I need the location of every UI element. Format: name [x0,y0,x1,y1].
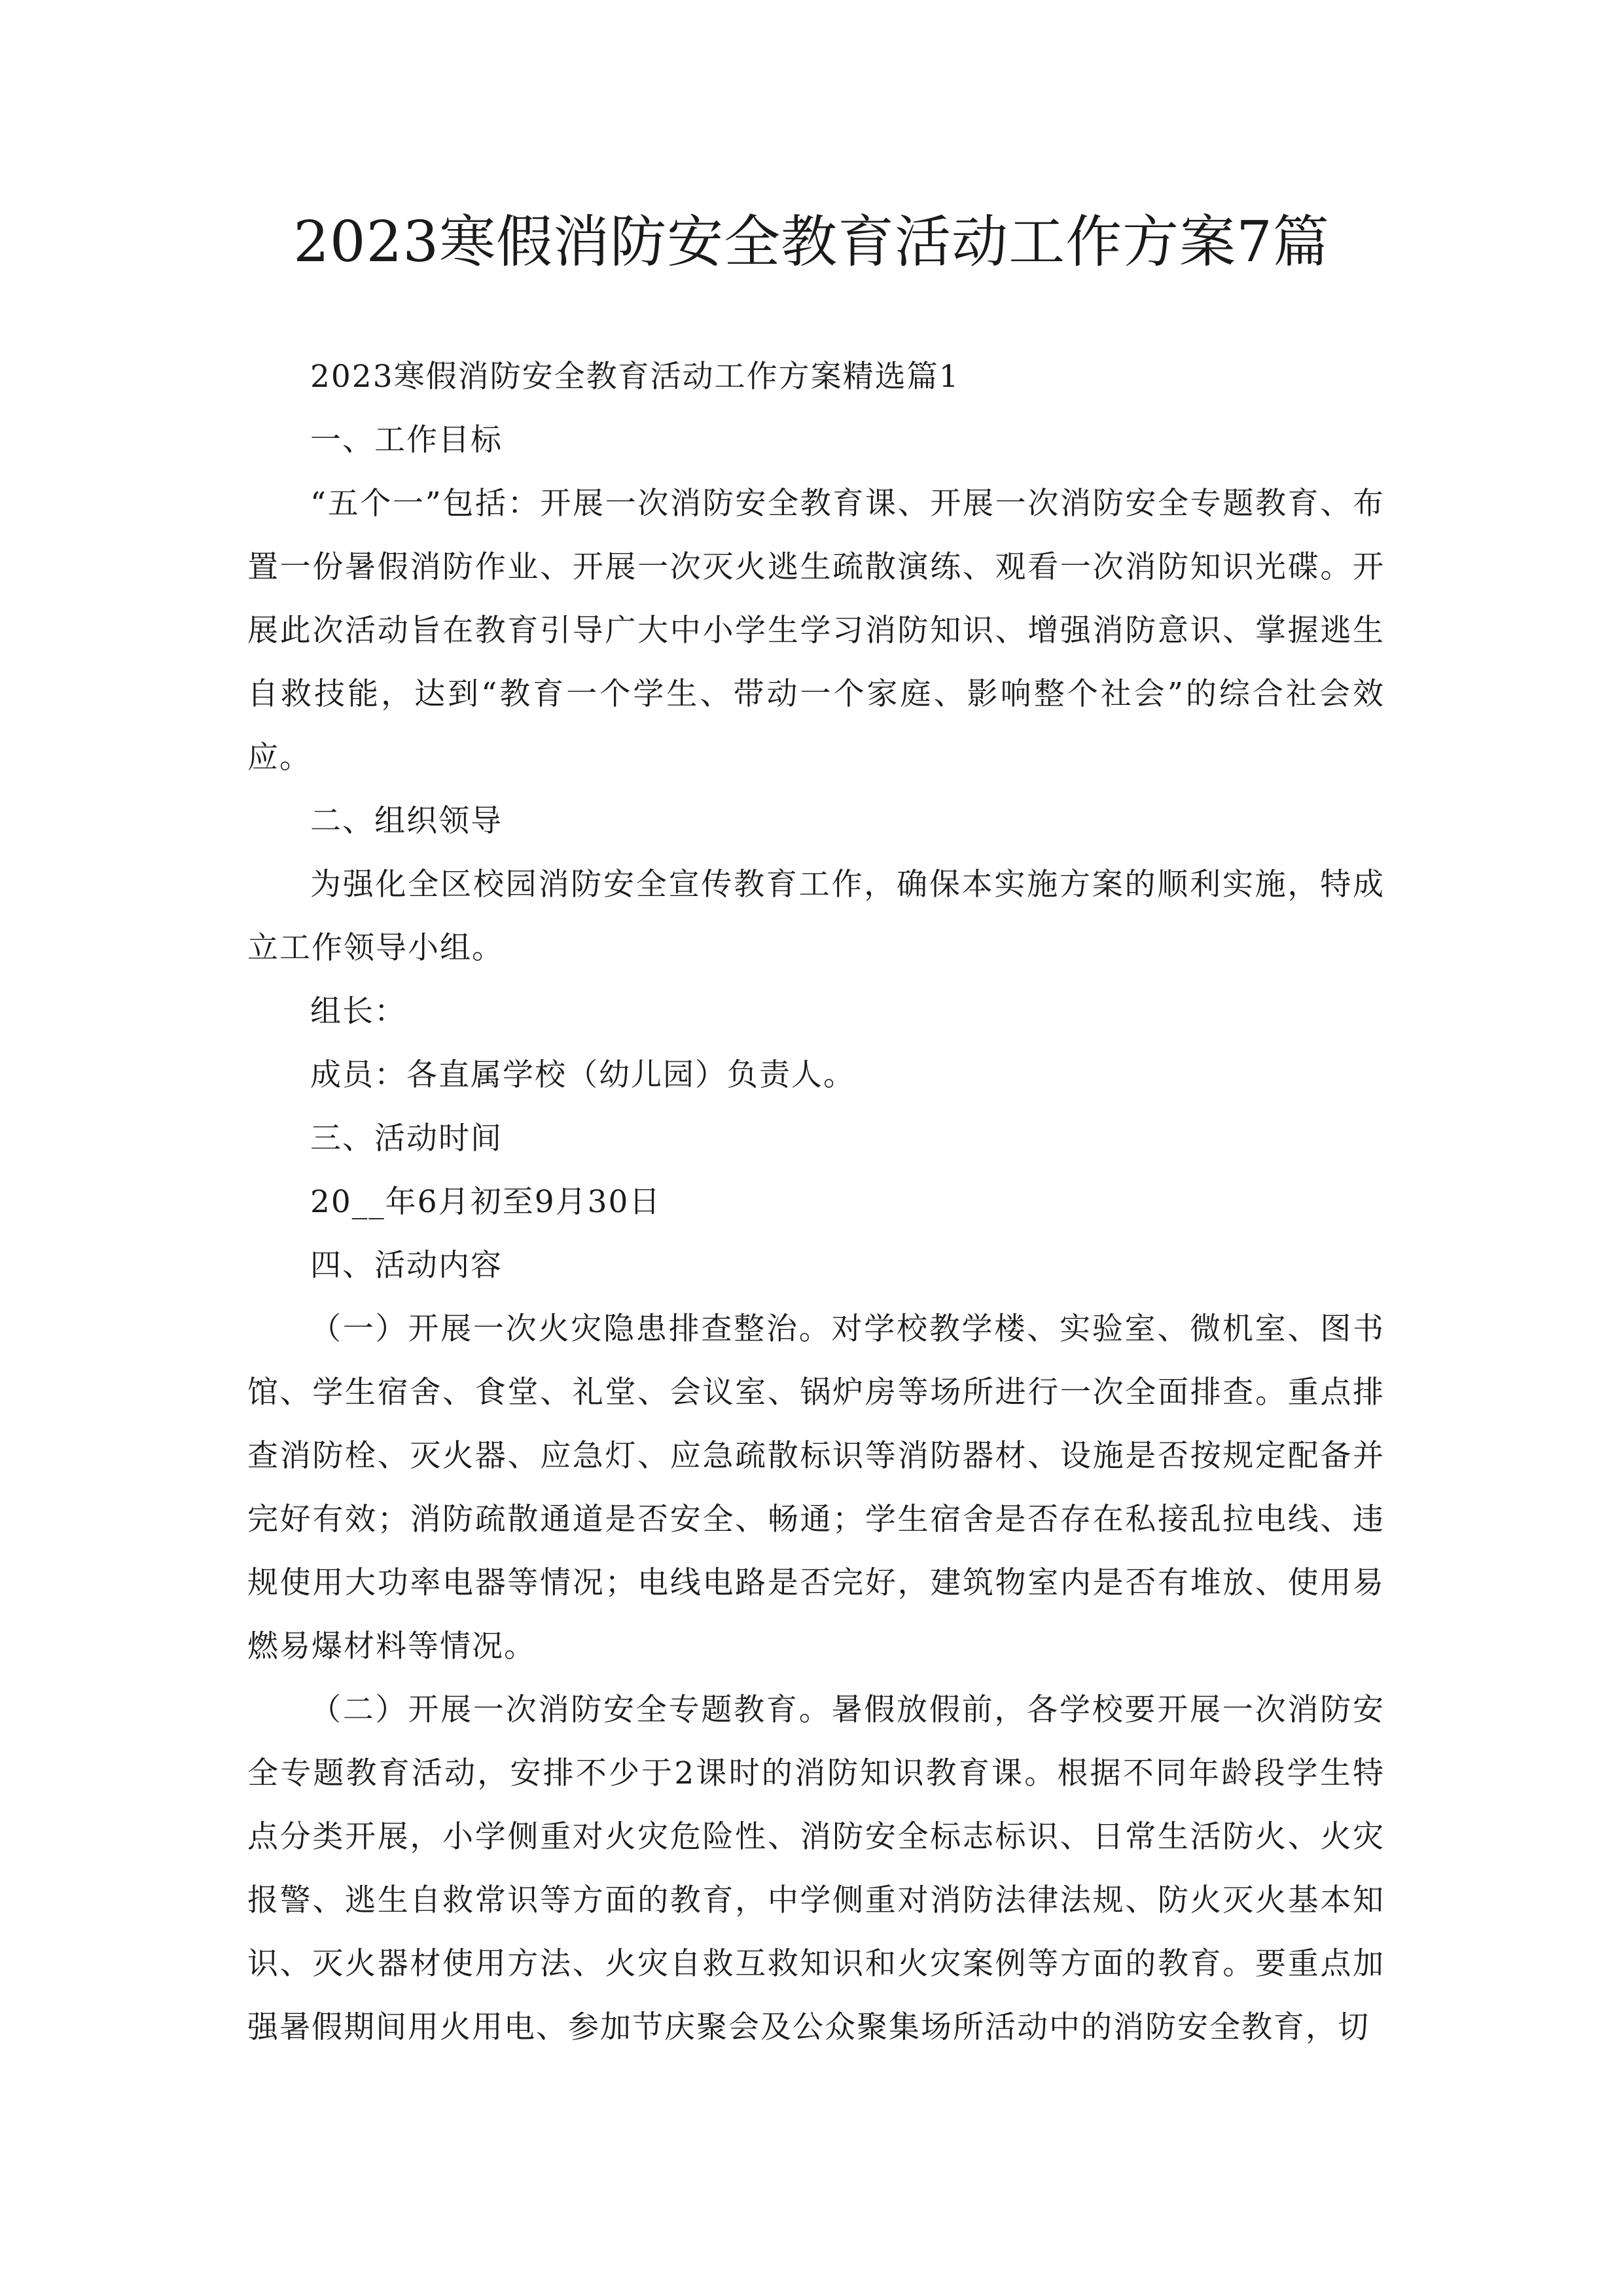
section-heading: 三、活动时间 [310,1121,503,1157]
body-paragraph: 组长： [310,994,406,1030]
body-paragraph: 为强化全区校园消防安全宣传教育工作，确保本实施方案的顺利实施，特成立工作领导小组。 [247,867,1385,966]
section-heading: 2023寒假消防安全教育活动工作方案精选篇1 [310,359,960,395]
document-body [247,345,1385,2059]
section-heading: 一、工作目标 [310,422,503,458]
section-heading: 四、活动内容 [310,1247,503,1283]
body-paragraph: （一）开展一次火灾隐患排查整治。对学校教学楼、实验室、微机室、图书馆、学生宿舍、食堂、礼堂、会议室、锅炉房等场所进行一次全面排查。重点排查消防栓、灭火器、应急灯、应急疏散标识等消防器材、设施是否按规定配备并完好有效；消防疏散通道是否安全、畅通；学生宿舍是否存在私接乱拉电线、违规使用大功率电器等情况；电线电路是否完好，建筑物室内是否有堆放、使用易燃易爆材料等情况。 [247,1311,1385,1664]
section-heading: 二、组织领导 [310,803,503,839]
body-paragraph: 20__年6月初至9月30日 [310,1184,662,1220]
body-paragraph: （二）开展一次消防安全专题教育。暑假放假前，各学校要开展一次消防安全专题教育活动，安排不少于2课时的消防知识教育课。根据不同年龄段学生特点分类开展，小学侧重对火灾危险性、消防安全标志标识、日常生活防火、火灾报警、逃生自救常识等方面的教育，中学侧重对消防法律法规、防火灭火基本知识、灭火器材使用方法、火灾自救互救知识和火灾案例等方面的教育。要重点加强暑假期间用火用电、参加节庆聚会及公众聚集场所活动中的消防安全教育，切 [247,1692,1385,2045]
body-paragraph: 成员：各直属学校（幼儿园）负责人。 [310,1057,855,1093]
body-paragraph: “五个一”包括：开展一次消防安全教育课、开展一次消防安全专题教育、布置一份暑假消防作业、开展一次灭火逃生疏散演练、观看一次消防知识光碟。开展此次活动旨在教育引导广大中小学生学习消防知识、增强消防意识、掌握逃生自救技能，达到“教育一个学生、带动一个家庭、影响整个社会”的综合社会效应。 [247,486,1385,776]
document-title: 2023寒假消防安全教育活动工作方案7篇 [293,209,1330,275]
